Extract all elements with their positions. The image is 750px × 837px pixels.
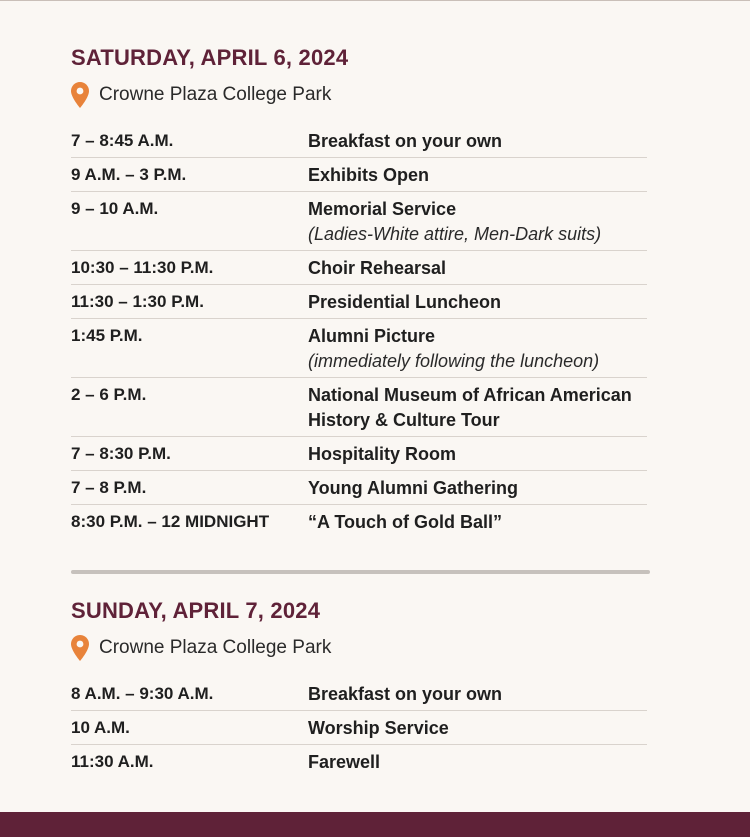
- location: [71, 633, 647, 663]
- schedule-table: [71, 677, 647, 779]
- footer-band: [0, 812, 750, 837]
- event-name: Hospitality Room: [308, 444, 457, 464]
- schedule-event: [308, 290, 647, 318]
- event-name: National Museum of African American History & Culture Tour: [308, 385, 632, 430]
- top-rule: [0, 0, 750, 1]
- event-name: “A Touch of Gold Ball”: [308, 512, 502, 532]
- location-text: Crowne Plaza College Park: [99, 637, 332, 658]
- day-title: SUNDAY, APRIL 7, 2024: [71, 598, 321, 623]
- event-name: Exhibits Open: [308, 165, 430, 185]
- event-name: Alumni Picture: [308, 326, 436, 346]
- schedule-row: [71, 677, 647, 711]
- event-note: (immediately following the luncheon): [308, 351, 600, 371]
- sunday-section: [71, 596, 647, 779]
- schedule-row: [71, 124, 647, 158]
- schedule-row: [71, 285, 647, 319]
- location: [71, 80, 647, 110]
- schedule-time: 1:45 P.M.: [71, 326, 143, 345]
- schedule-event: [308, 510, 647, 539]
- schedule-row: [71, 251, 647, 285]
- section-divider: [71, 570, 650, 574]
- day-title: SATURDAY, APRIL 6, 2024: [71, 45, 349, 70]
- schedule-event: [308, 750, 647, 779]
- schedule-row: [71, 158, 647, 192]
- schedule-time: 7 – 8:30 P.M.: [71, 444, 171, 463]
- schedule-time: 8:30 P.M. – 12 MIDNIGHT: [71, 512, 270, 531]
- event-name: Breakfast on your own: [308, 684, 503, 704]
- event-name: Breakfast on your own: [308, 131, 503, 151]
- schedule-event: [308, 197, 647, 250]
- schedule-time: 10 A.M.: [71, 718, 130, 737]
- schedule-event: [308, 324, 647, 377]
- schedule-event: [308, 163, 647, 191]
- schedule-time: 9 A.M. – 3 P.M.: [71, 165, 187, 184]
- schedule-time: 10:30 – 11:30 P.M.: [71, 258, 214, 277]
- event-name: Young Alumni Gathering: [308, 478, 518, 498]
- schedule-row: [71, 319, 647, 378]
- event-name: Farewell: [308, 752, 381, 772]
- schedule-event: [308, 682, 647, 710]
- schedule-row: [71, 378, 647, 437]
- schedule-row: [71, 192, 647, 251]
- schedule-row: [71, 505, 647, 539]
- schedule-row: [71, 711, 647, 745]
- schedule-event: [308, 716, 647, 744]
- event-note: (Ladies-White attire, Men-Dark suits): [308, 224, 602, 244]
- map-pin-icon: [71, 635, 89, 661]
- schedule-time: 2 – 6 P.M.: [71, 385, 147, 404]
- schedule-time: 7 – 8 P.M.: [71, 478, 147, 497]
- event-name: Worship Service: [308, 718, 449, 738]
- schedule-time: 11:30 – 1:30 P.M.: [71, 292, 204, 311]
- schedule-row: [71, 745, 647, 779]
- schedule-event: [308, 383, 647, 436]
- schedule-time: 11:30 A.M.: [71, 752, 154, 771]
- schedule-row: [71, 437, 647, 471]
- location-text: Crowne Plaza College Park: [99, 84, 332, 105]
- schedule-time: 7 – 8:45 A.M.: [71, 131, 174, 150]
- event-name: Presidential Luncheon: [308, 292, 502, 312]
- schedule-event: [308, 442, 647, 470]
- schedule-event: [308, 129, 647, 157]
- schedule-event: [308, 256, 647, 284]
- event-name: Memorial Service: [308, 199, 457, 219]
- schedule-event: [308, 476, 647, 504]
- schedule-table: [71, 124, 647, 539]
- schedule-time: 8 A.M. – 9:30 A.M.: [71, 684, 214, 703]
- event-name: Choir Rehearsal: [308, 258, 447, 278]
- schedule-row: [71, 471, 647, 505]
- saturday-section: [71, 43, 647, 539]
- map-pin-icon: [71, 82, 89, 108]
- schedule-time: 9 – 10 A.M.: [71, 199, 159, 218]
